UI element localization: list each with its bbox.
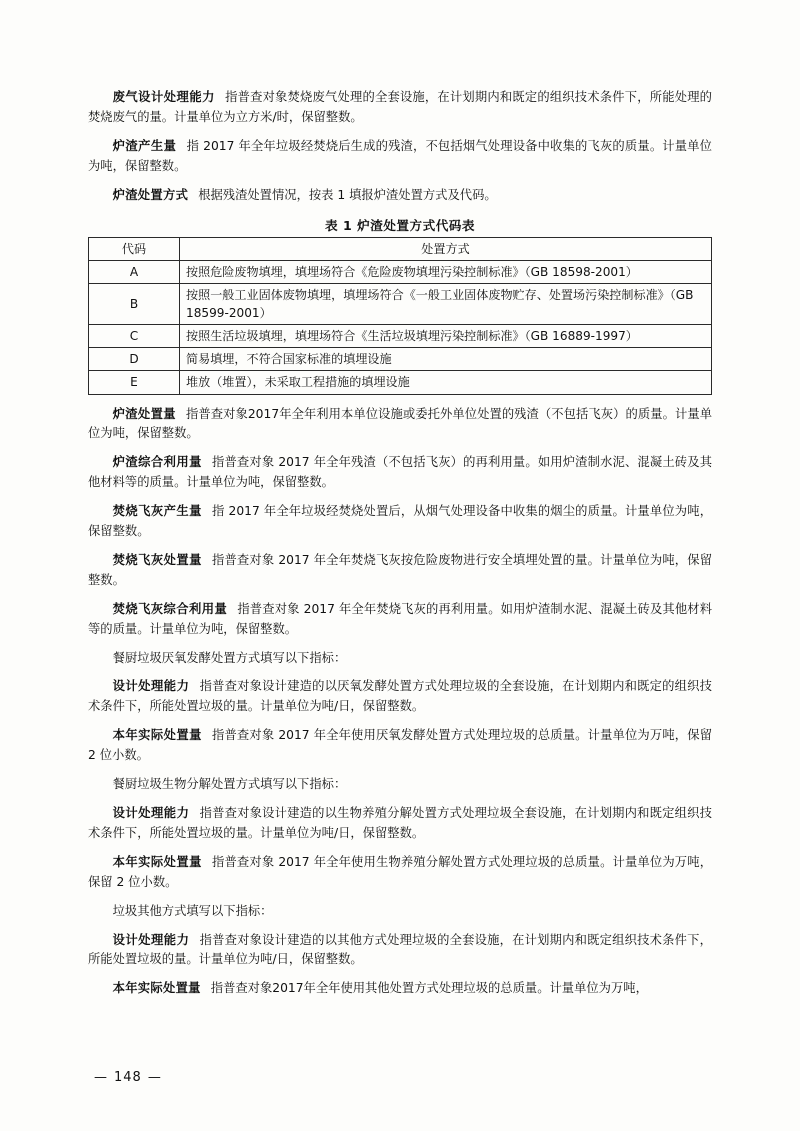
term-definition: 餐厨垃圾厌氧发酵处置方式填写以下指标： — [112, 650, 347, 665]
term-definition: 垃圾其他方式填写以下指标： — [112, 903, 273, 918]
paragraph — [88, 726, 712, 766]
term-label: 焚烧飞灰综合利用量 — [112, 601, 228, 616]
page-number: 148 — [114, 1070, 142, 1085]
table-row — [89, 260, 712, 283]
cell-description: 按照生活垃圾填埋，填埋场符合《生活垃圾填埋污染控制标准》（GB 16889-1997） — [180, 325, 712, 348]
term-definition: 指普查对象2017年全年使用其他处置方式处理垃圾的总质量。计量单位为万吨， — [210, 981, 648, 996]
paragraph — [88, 186, 712, 206]
paragraph — [88, 979, 712, 999]
table-row — [89, 371, 712, 394]
term-label: 本年实际处置量 — [112, 728, 202, 743]
table-row — [89, 348, 712, 371]
footer-dash-left: — — [94, 1070, 108, 1085]
paragraph — [88, 853, 712, 893]
term-definition: 根据残渣处置情况，按表 1 填报炉渣处置方式及代码。 — [198, 187, 497, 202]
term-definition: 指普查对象设计建造的以厌氧发酵处置方式处理垃圾的全套设施，在计划期内和既定的组织技术条件下，所能处置垃圾的量。计量单位为吨/日，保留整数。 — [88, 679, 712, 714]
paragraph — [88, 931, 712, 971]
term-definition: 指普查对象设计建造的以其他方式处理垃圾的全套设施，在计划期内和既定组织技术条件下，所能处置垃圾的量。计量单位为吨/日，保留整数。 — [88, 932, 712, 967]
paragraph — [88, 775, 712, 795]
cell-code: B — [89, 283, 180, 324]
paragraph — [88, 88, 712, 128]
term-definition: 指普查对象 2017 年全年使用生物养殖分解处置方式处理垃圾的总质量。计量单位为万吨，保留 2 位小数。 — [88, 854, 712, 889]
cell-description: 堆放（堆置），未采取工程措施的填埋设施 — [180, 371, 712, 394]
term-definition: 指 2017 年全年垃圾经焚烧处置后，从烟气处理设备中收集的烟尘的质量。计量单位为吨，保留整数。 — [88, 504, 712, 539]
disposal-code-table — [88, 237, 712, 395]
paragraph — [88, 804, 712, 844]
cell-description: 按照一般工业固体废物填埋，填埋场符合《一般工业固体废物贮存、处置场污染控制标准》（GB 18599-2001） — [180, 283, 712, 324]
term-definition: 指普查对象 2017 年全年使用厌氧发酵处置方式处理垃圾的总质量。计量单位为万吨，保留 2 位小数。 — [88, 728, 712, 763]
term-definition: 指普查对象设计建造的以生物养殖分解处置方式处理垃圾全套设施，在计划期内和既定组织技术条件下，所能处置垃圾的量。计量单位为吨/日，保留整数。 — [88, 806, 712, 840]
column-header-code: 代码 — [89, 237, 180, 260]
cell-description: 简易填埋，不符合国家标准的填埋设施 — [180, 348, 712, 371]
term-definition: 指普查对象 2017 年全年焚烧飞灰的再利用量。如用炉渣制水泥、混凝土砖及其他材料等的质量。计量单位为吨，保留整数。 — [88, 601, 712, 636]
term-label: 焚烧飞灰产生量 — [112, 504, 202, 519]
term-label: 本年实际处置量 — [112, 981, 201, 996]
term-label: 炉渣综合利用量 — [112, 455, 202, 470]
term-label: 设计处理能力 — [112, 679, 190, 694]
term-definition: 指普查对象焚烧废气处理的全套设施，在计划期内和既定的组织技术条件下，所能处理的焚烧废气的量。计量单位为立方米/时，保留整数。 — [88, 90, 712, 124]
table-row — [89, 283, 712, 324]
term-definition: 指普查对象 2017 年全年残渣（不包括飞灰）的再利用量。如用炉渣制水泥、混凝土砖及其他材料等的质量。计量单位为吨，保留整数。 — [88, 455, 712, 490]
term-label: 焚烧飞灰处置量 — [112, 552, 202, 567]
paragraph — [88, 677, 712, 717]
cell-code: E — [89, 371, 180, 394]
paragraph — [88, 453, 712, 493]
term-label: 炉渣处置方式 — [112, 187, 189, 202]
paragraph — [88, 551, 712, 591]
term-label: 设计处理能力 — [112, 932, 190, 947]
page-content — [88, 88, 712, 1008]
term-definition: 餐厨垃圾生物分解处置方式填写以下指标： — [112, 777, 347, 792]
cell-description: 按照危险废物填埋，填埋场符合《危险废物填埋污染控制标准》（GB 18598-2001） — [180, 260, 712, 283]
term-label: 炉渣产生量 — [112, 138, 177, 153]
paragraph — [88, 600, 712, 640]
cell-code: D — [89, 348, 180, 371]
cell-code: A — [89, 260, 180, 283]
footer-dash-right: — — [147, 1070, 162, 1085]
table-title: 表 1 炉渣处置方式代码表 — [325, 217, 475, 233]
term-label: 废气设计处理能力 — [112, 90, 215, 104]
paragraph — [88, 502, 712, 542]
paragraph — [88, 902, 712, 922]
term-definition: 指普查对象2017年全年利用本单位设施或委托外单位处置的残渣（不包括飞灰）的质量。计量单位为吨，保留整数。 — [88, 406, 712, 441]
paragraph — [88, 649, 712, 669]
term-label: 炉渣处置量 — [112, 406, 176, 421]
page-footer — [88, 1070, 712, 1085]
term-label: 本年实际处置量 — [112, 854, 202, 869]
term-definition: 指 2017 年全年垃圾经焚烧后生成的残渣，不包括烟气处理设备中收集的飞灰的质量。计量单位为吨，保留整数。 — [88, 138, 712, 173]
term-definition: 指普查对象 2017 年全年焚烧飞灰按危险废物进行安全填埋处置的量。计量单位为吨，保留整数。 — [88, 552, 712, 587]
term-label: 设计处理能力 — [112, 806, 190, 821]
table-row — [89, 325, 712, 348]
column-header-method: 处置方式 — [180, 237, 712, 260]
paragraph — [88, 405, 712, 445]
paragraph — [88, 137, 712, 177]
cell-code: C — [89, 325, 180, 348]
table-header-row — [89, 237, 712, 260]
